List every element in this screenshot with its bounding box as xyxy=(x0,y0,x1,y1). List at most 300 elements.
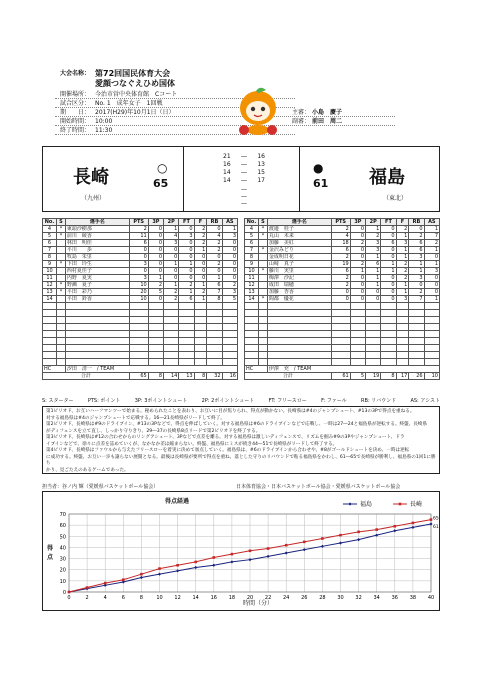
stat-cell: 3 xyxy=(164,240,179,247)
team-b-loss-mark: ● xyxy=(313,161,324,175)
data-point xyxy=(140,576,143,579)
stat-cell: 0 xyxy=(222,240,237,247)
stat-cell xyxy=(381,352,396,359)
stat-cell xyxy=(259,303,268,310)
legend-marker xyxy=(348,502,351,505)
total-cell: 65 xyxy=(129,373,148,380)
stat-cell: 0 xyxy=(222,254,237,261)
stat-cell xyxy=(396,310,409,317)
column-header: No. xyxy=(245,219,259,226)
player-row xyxy=(43,247,238,254)
player-row xyxy=(245,345,440,352)
stat-cell xyxy=(424,324,439,331)
stat-cell: 2 xyxy=(331,275,350,282)
stat-cell xyxy=(129,310,148,317)
stat-cell: 0 xyxy=(164,275,179,282)
x-tick-label: 22 xyxy=(264,595,272,601)
stat-cell: 1 xyxy=(409,261,424,268)
player-name xyxy=(65,359,129,366)
stat-cell xyxy=(207,352,222,359)
stat-cell xyxy=(179,317,194,324)
player-name: 平田 鈴香 xyxy=(65,296,129,303)
mascot-logo xyxy=(236,86,282,136)
data-point xyxy=(267,555,270,558)
stat-cell xyxy=(148,345,163,352)
stat-cell: 1 xyxy=(350,268,365,275)
stat-cell xyxy=(350,310,365,317)
y-tick-label: 10 xyxy=(59,578,66,585)
stat-cell xyxy=(366,345,381,352)
total-cell: 13 xyxy=(179,373,194,380)
stat-cell xyxy=(396,352,409,359)
stat-cell xyxy=(57,247,66,254)
stat-cell: 6 xyxy=(179,296,194,303)
team-a-win-mark: ○ xyxy=(157,161,168,175)
data-point xyxy=(412,522,415,525)
player-row xyxy=(43,352,238,359)
stat-cell xyxy=(222,345,237,352)
player-row xyxy=(43,331,238,338)
total-cell: 5 xyxy=(350,373,365,380)
stat-cell xyxy=(57,240,66,247)
stat-cell: 0 xyxy=(194,254,207,261)
stat-cell: 0 xyxy=(194,268,207,275)
stat-cell: 2 xyxy=(207,240,222,247)
referee-label: 主審： xyxy=(292,109,311,116)
player-name xyxy=(65,317,129,324)
x-tick-label: 12 xyxy=(174,595,181,601)
stat-cell xyxy=(179,338,194,345)
stat-cell: 2 xyxy=(350,240,365,247)
player-row xyxy=(43,240,238,247)
stat-cell xyxy=(207,317,222,324)
column-header: 2P xyxy=(366,219,381,226)
stat-cell xyxy=(43,317,57,324)
legend-label: 福島 xyxy=(360,501,373,508)
stat-cell xyxy=(43,352,57,359)
chart-plot xyxy=(43,492,439,610)
stat-cell: 10 xyxy=(43,268,57,275)
stat-cell xyxy=(245,359,259,366)
header-info-block xyxy=(55,89,415,141)
column-header: PTS xyxy=(129,219,148,226)
x-tick-label: 0 xyxy=(67,595,71,601)
stat-cell: 7 xyxy=(43,247,57,254)
player-row xyxy=(43,289,238,296)
player-name xyxy=(65,310,129,317)
stat-cell xyxy=(381,324,396,331)
stat-cell xyxy=(409,324,424,331)
player-name: 野瀬 夏子 xyxy=(65,282,129,289)
stat-cell: 3 xyxy=(366,247,381,254)
data-point xyxy=(212,564,215,567)
end-label-b: 61 xyxy=(433,525,439,531)
stat-cell: 2 xyxy=(207,261,222,268)
stat-cell: 2 xyxy=(396,261,409,268)
stat-cell: 2 xyxy=(194,226,207,233)
stat-cell xyxy=(259,289,268,296)
x-tick-label: 4 xyxy=(103,595,107,601)
data-point xyxy=(86,586,89,589)
stat-cell: 11 xyxy=(43,275,57,282)
stat-cell: 0 xyxy=(381,282,396,289)
stat-cell: * xyxy=(57,261,66,268)
stat-cell xyxy=(366,359,381,366)
stat-cell: 0 xyxy=(179,226,194,233)
stat-cell: 0 xyxy=(350,289,365,296)
stat-cell xyxy=(164,317,179,324)
data-point xyxy=(267,547,270,550)
umpire-label: 副審： xyxy=(292,118,311,125)
stat-cell xyxy=(350,359,365,366)
stat-cell: 13 xyxy=(43,289,57,296)
y-tick-label: 20 xyxy=(59,567,66,574)
column-header: F xyxy=(194,219,207,226)
event-label: 大会名称： xyxy=(60,70,91,77)
player-row xyxy=(245,226,440,233)
stat-cell xyxy=(148,317,163,324)
player-row xyxy=(245,338,440,345)
player-row xyxy=(245,275,440,282)
player-row xyxy=(245,261,440,268)
player-name: 藤川 実里 xyxy=(267,268,331,275)
stat-cell xyxy=(148,338,163,345)
stat-cell: 9 xyxy=(245,261,259,268)
stat-cell xyxy=(424,303,439,310)
player-name xyxy=(267,331,331,338)
summary-line: がディフェンスを立て直し、しっかり守りきり、29―37の長崎県8点リードで第2ピリオドを終了する。 xyxy=(46,428,261,434)
stat-cell: 2 xyxy=(396,275,409,282)
stat-cell xyxy=(259,324,268,331)
reporter: 担当者：谷ノ内 輝（愛媛県バスケットボール協会） xyxy=(42,484,159,490)
stat-cell xyxy=(164,345,179,352)
data-point xyxy=(339,534,342,537)
venue-label: 開催場所： xyxy=(60,91,91,98)
stat-cell: 0 xyxy=(350,296,365,303)
stat-cell: 3 xyxy=(409,275,424,282)
stat-cell xyxy=(245,324,259,331)
stat-cell: 7 xyxy=(409,296,424,303)
stat-cell xyxy=(245,345,259,352)
stat-cell xyxy=(129,338,148,345)
player-name xyxy=(65,303,129,310)
stat-cell: 0 xyxy=(350,275,365,282)
stat-cell xyxy=(43,345,57,352)
stat-cell: 2 xyxy=(179,282,194,289)
stat-cell xyxy=(179,324,194,331)
team-a-stats-table xyxy=(42,218,238,380)
game-summary-box xyxy=(42,406,440,474)
stat-cell: 1 xyxy=(366,254,381,261)
total-cell: 17 xyxy=(396,373,409,380)
legend-label: 長崎 xyxy=(410,501,423,508)
y-tick-label: 50 xyxy=(59,534,66,541)
summary-line: 第3ピリオド、長崎県は#12の合わせからのリングアシュート、3Pなどで点差を離る。対する福島県は激しいディフェンスで、リズムを掴み#9の3Pやジャンプシュート、ドラ xyxy=(46,435,405,440)
data-point xyxy=(231,553,234,556)
stat-cell: 2 xyxy=(194,233,207,240)
data-point xyxy=(411,526,414,529)
player-name xyxy=(267,352,331,359)
total-cell: 8 xyxy=(148,373,163,380)
stat-cell xyxy=(43,331,57,338)
stat-cell: 11 xyxy=(245,275,259,282)
player-name xyxy=(65,324,129,331)
data-point xyxy=(285,544,288,547)
player-name xyxy=(267,345,331,352)
stat-cell xyxy=(366,317,381,324)
player-row xyxy=(245,282,440,289)
hc-label: HC xyxy=(43,366,66,373)
stat-cell xyxy=(381,310,396,317)
y-tick-label: 30 xyxy=(59,556,66,563)
stat-cell xyxy=(259,331,268,338)
x-tick-label: 38 xyxy=(409,595,417,601)
stat-cell xyxy=(57,324,66,331)
stat-cell: 1 xyxy=(381,268,396,275)
stat-cell: 3 xyxy=(396,240,409,247)
player-row xyxy=(245,310,440,317)
player-row xyxy=(43,345,238,352)
stat-cell xyxy=(129,303,148,310)
stat-cell: 1 xyxy=(179,289,194,296)
stat-cell: 1 xyxy=(424,261,439,268)
stat-cell xyxy=(57,254,66,261)
stat-cell: 6 xyxy=(43,240,57,247)
data-point xyxy=(394,525,397,528)
stat-cell: 0 xyxy=(381,226,396,233)
stat-cell: 1 xyxy=(396,254,409,261)
column-header: F xyxy=(396,219,409,226)
player-name: 内野 夏実 xyxy=(65,275,129,282)
stat-cell: * xyxy=(259,226,268,233)
stat-cell xyxy=(350,303,365,310)
stat-cell xyxy=(148,331,163,338)
stat-cell xyxy=(409,352,424,359)
stat-cell xyxy=(409,310,424,317)
stat-cell: 0 xyxy=(381,275,396,282)
stat-cell xyxy=(331,352,350,359)
stat-cell: 0 xyxy=(179,247,194,254)
stat-cell: 0 xyxy=(331,289,350,296)
data-point xyxy=(68,591,71,594)
team-b-pref: （東北） xyxy=(383,195,408,202)
stat-cell: 7 xyxy=(424,233,439,240)
column-header: FT xyxy=(381,219,396,226)
stat-cell: 8 xyxy=(245,254,259,261)
player-name: 東頭沙樹那 xyxy=(65,226,129,233)
data-point xyxy=(158,573,161,576)
stat-cell: 2 xyxy=(164,289,179,296)
stat-cell xyxy=(409,345,424,352)
stat-cell: 2 xyxy=(396,268,409,275)
score-progress-chart xyxy=(42,491,440,611)
stat-cell: 1 xyxy=(366,226,381,233)
player-row xyxy=(43,338,238,345)
player-row xyxy=(43,254,238,261)
stat-cell: 1 xyxy=(222,226,237,233)
data-point xyxy=(249,549,252,552)
column-header: 選手名 xyxy=(65,219,129,226)
summary-line: イブインなどで、徐々に点差を詰めていくが、なかなか差は縮まらない。終盤、福島県にミスが続き44―51で長崎県がリードして終了する。 xyxy=(46,441,338,447)
x-tick-label: 16 xyxy=(210,595,217,601)
player-name: 牧島 朱里 xyxy=(65,254,129,261)
stat-cell xyxy=(194,317,207,324)
stat-cell xyxy=(331,345,350,352)
player-name: 間都 優花 xyxy=(267,296,331,303)
player-row xyxy=(245,324,440,331)
stat-cell xyxy=(194,338,207,345)
stat-cell: 2 xyxy=(409,233,424,240)
stat-cell xyxy=(245,317,259,324)
stat-cell: 4 xyxy=(43,226,57,233)
legend-marker xyxy=(399,503,402,506)
stat-cell xyxy=(409,303,424,310)
team-a-pref: （九州） xyxy=(81,195,106,202)
stat-cell xyxy=(129,331,148,338)
x-tick-label: 32 xyxy=(355,595,362,601)
venue-value: 今治市営中央体育館 Cコート xyxy=(95,91,178,98)
summary-line: 第4ピリオド、長崎県はファウルから与えたフリースローを着実に決めて加点していく。福島県は、#6のドライブインから合わせや、#8がゴールドシュートを決め、一時は逆転 xyxy=(46,448,410,453)
stat-cell xyxy=(245,352,259,359)
stat-cell: 0 xyxy=(207,226,222,233)
stat-cell xyxy=(43,338,57,345)
umpire-name: 前田 周二 xyxy=(312,118,343,125)
summary-line: 第1ピリオド、お互いハーフマンツーで始まる。秘められたことを表わり、お互いに目が焦りられ、得点が動かない。長崎県は#4のジャンプシュート、#13の3Pで得点を重ねる。 xyxy=(46,409,415,414)
x-tick-label: 18 xyxy=(228,595,236,601)
stat-cell: 8 xyxy=(43,254,57,261)
stat-cell xyxy=(245,331,259,338)
stat-cell: 0 xyxy=(350,233,365,240)
data-point xyxy=(140,573,143,576)
stat-cell xyxy=(164,352,179,359)
stat-cell xyxy=(396,345,409,352)
stat-cell: 1 xyxy=(424,296,439,303)
head-coach: 伊澤 充 / TEAM xyxy=(267,366,439,373)
stat-cell xyxy=(259,254,268,261)
stat-cell: 0 xyxy=(350,226,365,233)
stat-cell xyxy=(366,331,381,338)
column-header: RB xyxy=(207,219,222,226)
stat-cell: 2 xyxy=(194,289,207,296)
stat-cell xyxy=(424,359,439,366)
stat-cell xyxy=(331,317,350,324)
x-tick-label: 6 xyxy=(121,595,125,601)
player-name: 平川 歩 xyxy=(65,247,129,254)
data-point xyxy=(303,548,306,551)
stat-cell xyxy=(194,331,207,338)
stat-cell xyxy=(259,275,268,282)
column-header: 3P xyxy=(148,219,163,226)
head-coach: 汐田 清一 / TEAM xyxy=(65,366,237,373)
column-header: 2P xyxy=(164,219,179,226)
stat-cell xyxy=(396,324,409,331)
chart-xlabel: 時間（分） xyxy=(243,600,274,607)
stat-cell: 3 xyxy=(396,296,409,303)
stat-cell: 0 xyxy=(179,254,194,261)
stat-cell: 2 xyxy=(194,240,207,247)
x-tick-label: 34 xyxy=(373,595,380,601)
stat-cell xyxy=(179,303,194,310)
y-tick-label: 40 xyxy=(59,545,66,552)
data-point xyxy=(122,578,125,581)
team-a-total: 65 xyxy=(153,177,169,190)
data-point xyxy=(194,566,197,569)
date-label: 期 日： xyxy=(60,109,91,116)
stat-cell: 2 xyxy=(350,261,365,268)
stat-cell xyxy=(179,345,194,352)
stat-cell xyxy=(331,338,350,345)
stat-cell: 18 xyxy=(331,240,350,247)
stat-cell xyxy=(207,303,222,310)
referee-name: 小島 慶子 xyxy=(312,109,343,116)
event-subtitle: 愛顔つなぐえひめ国体 xyxy=(95,79,175,88)
end-label: 終了時間： xyxy=(60,127,91,134)
stat-cell: 1 xyxy=(396,233,409,240)
stat-cell: 0 xyxy=(148,268,163,275)
y-tick-label: 60 xyxy=(59,523,66,530)
stat-cell xyxy=(43,310,57,317)
stat-cell: 0 xyxy=(148,254,163,261)
stat-cell: 6 xyxy=(366,261,381,268)
player-name xyxy=(267,303,331,310)
stat-cell: 2 xyxy=(129,226,148,233)
stat-cell: 4 xyxy=(164,233,179,240)
stat-cell: * xyxy=(57,289,66,296)
player-row xyxy=(245,240,440,247)
stat-cell xyxy=(396,331,409,338)
stat-cell xyxy=(57,268,66,275)
stat-cell: 1 xyxy=(396,282,409,289)
stat-cell: 0 xyxy=(148,233,163,240)
stat-cell xyxy=(366,324,381,331)
stat-cell xyxy=(148,303,163,310)
stat-cell xyxy=(207,324,222,331)
stat-cell: 0 xyxy=(424,254,439,261)
stat-cell xyxy=(350,324,365,331)
stat-cell: 0 xyxy=(222,268,237,275)
player-name: 丸山 未来 xyxy=(267,233,331,240)
column-header: RB xyxy=(409,219,424,226)
player-name xyxy=(267,338,331,345)
player-name: 山﨑 真子 xyxy=(267,261,331,268)
data-point xyxy=(213,556,216,559)
stat-cell: 0 xyxy=(424,275,439,282)
x-tick-label: 20 xyxy=(246,595,254,601)
stat-cell xyxy=(194,303,207,310)
stat-cell xyxy=(409,359,424,366)
stat-cell xyxy=(366,338,381,345)
stat-cell xyxy=(259,345,268,352)
stat-cell xyxy=(381,345,396,352)
stat-cell: 6 xyxy=(207,282,222,289)
stat-cell xyxy=(331,331,350,338)
stat-cell xyxy=(259,240,268,247)
data-point xyxy=(321,537,324,540)
column-header: AS xyxy=(222,219,237,226)
stat-cell: 1 xyxy=(396,289,409,296)
player-name: 渡邉 桂子 xyxy=(267,226,331,233)
stat-cell: 4 xyxy=(331,233,350,240)
player-row xyxy=(245,303,440,310)
stat-cell: 9 xyxy=(43,261,57,268)
stat-cell xyxy=(381,303,396,310)
stat-cell: 1 xyxy=(396,247,409,254)
total-cell: 26 xyxy=(409,373,424,380)
stat-cell: 0 xyxy=(381,289,396,296)
stat-cell xyxy=(222,324,237,331)
team-a-name: 長崎 xyxy=(73,167,109,188)
stat-cell xyxy=(129,317,148,324)
